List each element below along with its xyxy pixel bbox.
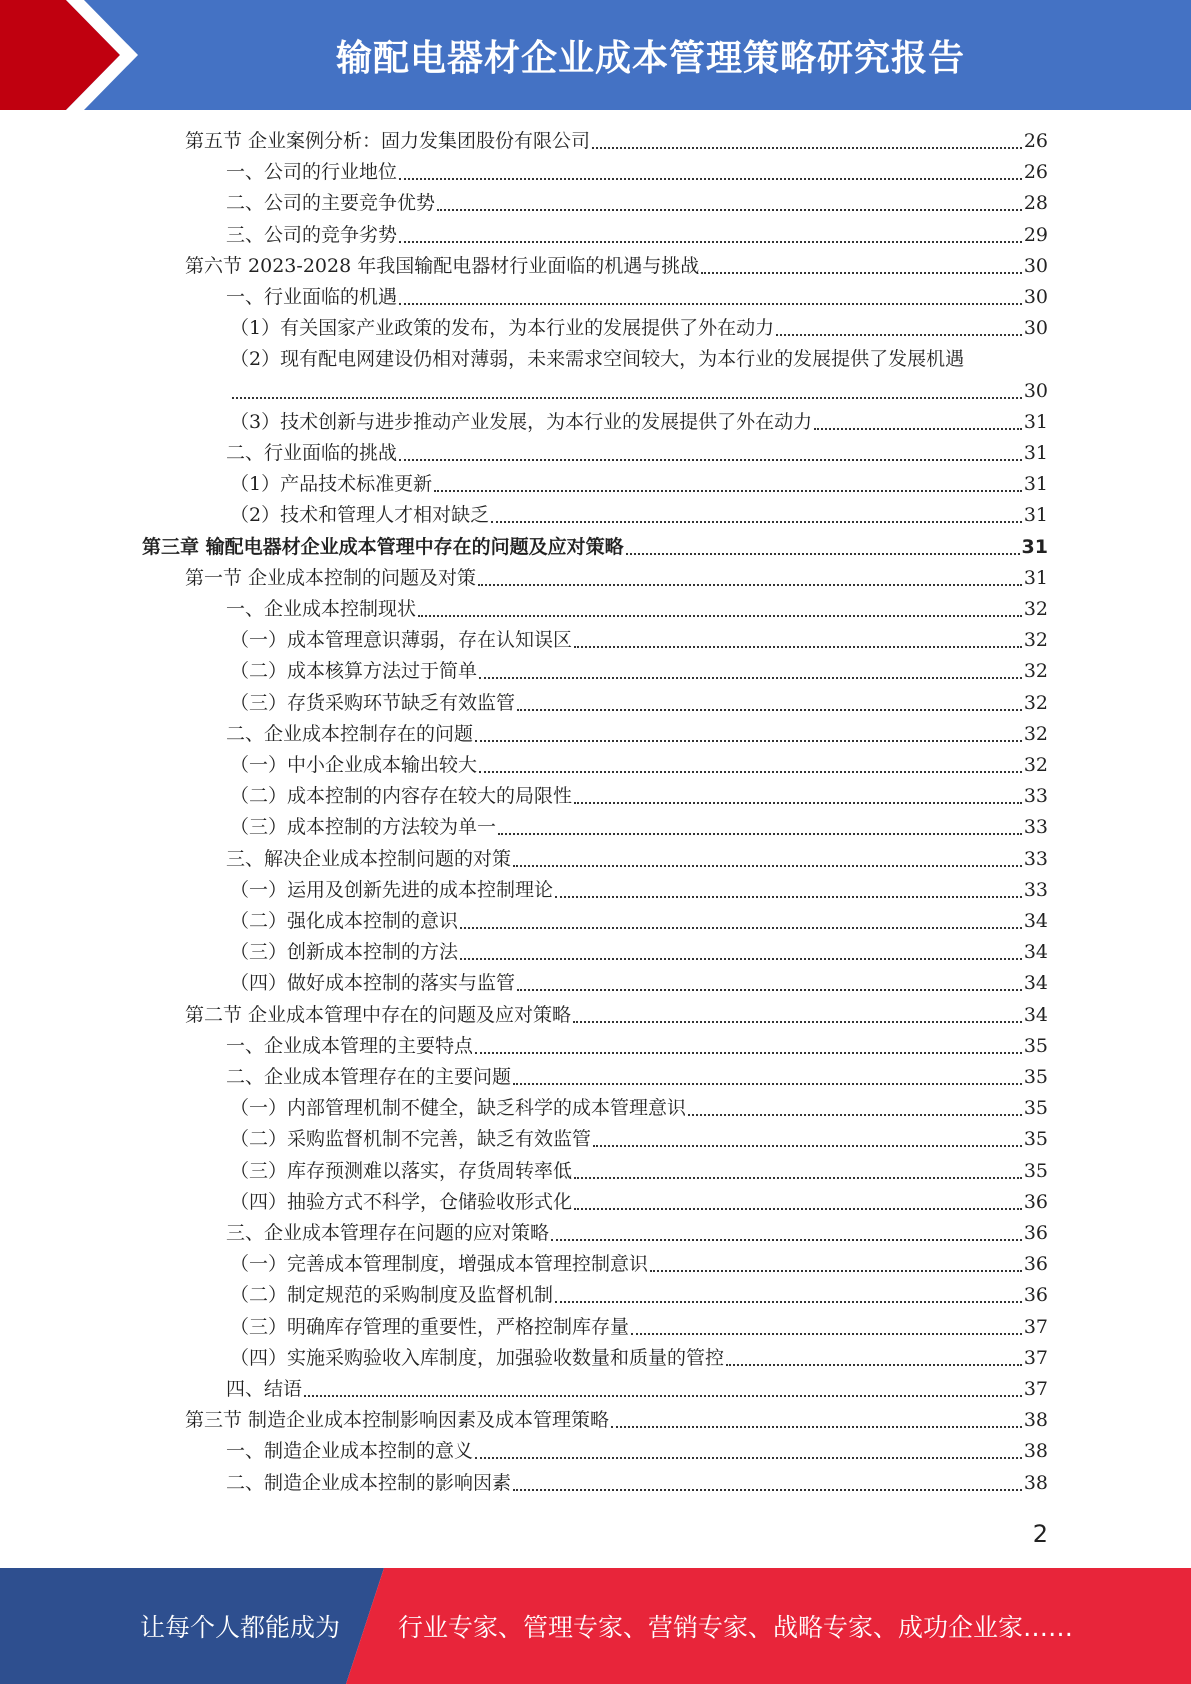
toc-dot-leader: [574, 1177, 1022, 1179]
toc-entry-page: 33: [1023, 816, 1048, 839]
toc-dot-leader: [555, 1301, 1022, 1303]
toc-entry-label: （三）库存预测难以落实，存货周转率低: [230, 1159, 573, 1182]
toc-entry[interactable]: [230, 937, 1048, 968]
footer-slogan-right: 行业专家、管理专家、营销专家、战略专家、成功企业家……: [398, 1613, 1074, 1642]
toc-entry-label: （四）抽验方式不科学，仓储验收形式化: [230, 1190, 573, 1213]
toc-entry-label: （二）强化成本控制的意识: [230, 910, 459, 932]
toc-entry[interactable]: [185, 563, 1048, 594]
toc-dot-leader: [650, 1270, 1022, 1272]
toc-entry[interactable]: [230, 688, 1048, 719]
toc-dot-leader: [304, 1395, 1022, 1397]
toc-dot-leader: [814, 428, 1022, 430]
toc-entry[interactable]: [230, 469, 1048, 500]
page-footer: [0, 1568, 1191, 1684]
toc-entry-label: （二）制定规范的采购制度及监督机制: [230, 1284, 554, 1307]
toc-entry-label: 第五节 企业案例分析：固力发集团股份有限公司: [185, 130, 591, 152]
page-header: [0, 0, 1191, 110]
toc-dot-leader: [399, 241, 1022, 243]
toc-entry-page: 26: [1023, 161, 1048, 184]
toc-entry-page: 35: [1023, 1128, 1048, 1151]
toc-entry-label: 一、制造企业成本控制的意义: [226, 1440, 474, 1463]
toc-entry-label: 三、解决企业成本控制问题的对策: [226, 847, 512, 870]
toc-entry[interactable]: [226, 1218, 1048, 1249]
toc-dot-leader: [498, 833, 1022, 835]
header-arrow-decoration: [0, 0, 160, 110]
toc-entry-page: 38: [1023, 1440, 1048, 1463]
toc-entry-label: 二、企业成本管理存在的主要问题: [226, 1066, 512, 1088]
toc-entry-label: 四、结语: [226, 1378, 303, 1400]
toc-entry-label: （三）存货采购环节缺乏有效监管: [230, 691, 516, 714]
toc-entry[interactable]: [226, 282, 1048, 313]
toc-dot-leader: [399, 459, 1022, 461]
report-title: 输配电器材企业成本管理策略研究报告: [335, 37, 965, 79]
toc-entry-label: （1）有关国家产业政策的发布，为本行业的发展提供了外在动力: [230, 317, 775, 340]
toc-dot-leader: [513, 1083, 1022, 1085]
toc-dot-leader: [399, 303, 1022, 305]
toc-entry-page: 32: [1023, 629, 1048, 652]
toc-entry[interactable]: [226, 220, 1048, 251]
toc-dot-leader: [479, 771, 1022, 773]
toc-dot-leader: [478, 584, 1022, 586]
toc-entry-page: 37: [1023, 1378, 1048, 1400]
toc-entry[interactable]: [226, 1374, 1048, 1405]
toc-entry-page: 30: [1023, 379, 1048, 402]
toc-entry-page: 35: [1023, 1097, 1048, 1120]
toc-entry-page: 37: [1023, 1315, 1048, 1338]
toc-dot-leader: [399, 178, 1022, 180]
toc-entry-page: 34: [1023, 1003, 1048, 1026]
toc-entry-page: 33: [1023, 847, 1048, 870]
toc-entry-page: 34: [1023, 972, 1048, 995]
toc-dot-leader: [592, 147, 1022, 149]
toc-entry-label: 一、企业成本管理的主要特点: [226, 1034, 474, 1057]
toc-entry[interactable]: [226, 157, 1048, 188]
toc-entry-page: 33: [1023, 785, 1048, 808]
toc-entry[interactable]: [226, 1468, 1048, 1499]
toc-entry-label: 二、制造企业成本控制的影响因素: [226, 1471, 512, 1494]
toc-entry[interactable]: [230, 1124, 1048, 1155]
toc-entry[interactable]: [230, 968, 1048, 999]
toc-entry-label: （一）运用及创新先进的成本控制理论: [230, 878, 554, 901]
toc-entry[interactable]: [226, 1062, 1048, 1093]
toc-entry-page: 34: [1023, 941, 1048, 964]
toc-entry[interactable]: [230, 906, 1048, 937]
toc-entry-page: 32: [1023, 691, 1048, 714]
toc-entry-label: （四）实施采购验收入库制度，加强验收数量和质量的管控: [230, 1346, 725, 1369]
toc-entry-label: （二）成本控制的内容存在较大的局限性: [230, 785, 573, 808]
toc-entry-label: 二、企业成本控制存在的问题: [226, 722, 474, 745]
toc-entry-page: 32: [1023, 660, 1048, 683]
toc-entry-page: 36: [1023, 1222, 1048, 1244]
toc-dot-leader: [573, 1021, 1022, 1023]
toc-entry-label: 第二节 企业成本管理中存在的问题及应对策略: [185, 1003, 572, 1026]
toc-entry[interactable]: [185, 126, 1048, 157]
toc-entry[interactable]: [230, 781, 1048, 812]
toc-entry-page: 29: [1023, 223, 1048, 246]
toc-entry-page: 35: [1023, 1159, 1048, 1182]
toc-dot-leader: [479, 677, 1022, 679]
toc-entry-page: 31: [1023, 566, 1048, 589]
toc-entry-page: 31: [1023, 504, 1048, 527]
toc-entry-label: 一、公司的行业地位: [226, 161, 398, 184]
toc-dot-leader: [517, 989, 1022, 991]
toc-dot-leader: [688, 1114, 1022, 1116]
toc-entry-label: 一、行业面临的机遇: [226, 286, 398, 308]
toc-dot-leader: [460, 927, 1022, 929]
toc-dot-leader: [437, 209, 1022, 211]
toc-entry-page: 32: [1023, 754, 1048, 776]
toc-dot-leader: [513, 1489, 1022, 1491]
toc-entry-page: 30: [1023, 317, 1048, 340]
toc-entry-label: 第三章 输配电器材企业成本管理中存在的问题及应对策略: [142, 535, 624, 558]
toc-entry-label: （三）创新成本控制的方法: [230, 941, 459, 964]
toc-dot-leader: [631, 1333, 1022, 1335]
toc-entry-page: 36: [1023, 1284, 1048, 1307]
toc-entry[interactable]: [230, 344, 1048, 375]
toc-dot-leader: [626, 553, 1020, 555]
toc-entry-label: 三、公司的竞争劣势: [226, 223, 398, 246]
toc-dot-leader: [701, 272, 1022, 274]
toc-entry-label: （一）成本管理意识薄弱，存在认知误区: [230, 629, 573, 652]
toc-entry-page: 26: [1023, 130, 1048, 152]
toc-entry[interactable]: [185, 251, 1048, 282]
toc-entry[interactable]: [230, 500, 1048, 531]
toc-entry[interactable]: [230, 1156, 1048, 1187]
toc-entry[interactable]: [226, 188, 1048, 219]
toc-entry-page: 31: [1023, 442, 1048, 464]
toc-entry-page: 30: [1023, 286, 1048, 308]
toc-entry-page: 31: [1023, 410, 1048, 433]
toc-dot-leader: [726, 1364, 1022, 1366]
toc-dot-leader: [418, 615, 1022, 617]
toc-dot-leader: [475, 1457, 1022, 1459]
toc-entry-page: 36: [1023, 1253, 1048, 1276]
toc-entry[interactable]: [230, 750, 1048, 781]
toc-entry[interactable]: [226, 438, 1048, 469]
toc-entry[interactable]: [230, 812, 1048, 843]
toc-dot-leader: [232, 397, 1022, 399]
toc-entry-page: 33: [1023, 878, 1048, 901]
toc-entry-label: 一、企业成本控制现状: [226, 598, 417, 620]
toc-entry-label: 第一节 企业成本控制的问题及对策: [185, 566, 477, 589]
toc-entry[interactable]: [230, 1093, 1048, 1124]
toc-entry-label: （三）明确库存管理的重要性，严格控制库存量: [230, 1315, 630, 1338]
toc-entry-page: 28: [1023, 192, 1048, 215]
toc-entry[interactable]: [230, 656, 1048, 687]
toc-entry-page: 32: [1023, 722, 1048, 745]
toc-dot-leader: [611, 1426, 1022, 1428]
toc-entry-label: 二、公司的主要竞争优势: [226, 192, 436, 215]
toc-dot-leader: [551, 1239, 1022, 1241]
toc-dot-leader: [776, 334, 1022, 336]
toc-entry[interactable]: [230, 1312, 1048, 1343]
footer-slogan-left: 让每个人都能成为: [140, 1613, 341, 1642]
toc-entry[interactable]: [230, 407, 1048, 438]
toc-entry-label: （2）现有配电网建设仍相对薄弱，未来需求空间较大，为本行业的发展提供了发展机遇: [230, 348, 965, 371]
toc-entry-page: 30: [1023, 254, 1048, 277]
toc-dot-leader: [574, 802, 1022, 804]
toc-entry-label: （二）采购监督机制不完善，缺乏有效监管: [230, 1128, 592, 1151]
toc-entry[interactable]: [226, 844, 1048, 875]
toc-entry-page: 32: [1023, 598, 1048, 620]
toc-entry-label: 第三节 制造企业成本控制影响因素及成本管理策略: [185, 1409, 610, 1432]
toc-entry-page: 36: [1023, 1190, 1048, 1213]
toc-entry-label: （1）产品技术标准更新: [230, 473, 433, 496]
page-number: 2: [1032, 1520, 1048, 1548]
toc-dot-leader: [475, 740, 1022, 742]
toc-entry-label: 第六节 2023-2028 年我国输配电器材行业面临的机遇与挑战: [185, 254, 700, 277]
toc-entry-label: （一）完善成本管理制度，增强成本管理控制意识: [230, 1253, 649, 1276]
toc-entry[interactable]: [226, 594, 1048, 625]
toc-entry-label: （一）内部管理机制不健全，缺乏科学的成本管理意识: [230, 1097, 687, 1120]
toc-entry-label: （四）做好成本控制的落实与监管: [230, 972, 516, 995]
toc-entry-page: 34: [1023, 910, 1048, 932]
toc-dot-leader: [593, 1145, 1022, 1147]
toc-dot-leader: [460, 958, 1022, 960]
toc-entry[interactable]: [226, 1031, 1048, 1062]
toc-entry[interactable]: [230, 313, 1048, 344]
toc-dot-leader: [475, 1052, 1022, 1054]
toc-entry[interactable]: [230, 1343, 1048, 1374]
toc-dot-leader: [491, 521, 1022, 523]
toc-entry-label: （一）中小企业成本输出较大: [230, 754, 478, 776]
toc-entry-page: 37: [1023, 1346, 1048, 1369]
toc-entry-label: （二）成本核算方法过于简单: [230, 660, 478, 683]
toc-entry-label: 二、行业面临的挑战: [226, 442, 398, 464]
toc-entry-page: 31: [1023, 473, 1048, 496]
toc-dot-leader: [513, 865, 1022, 867]
toc-entry[interactable]: [230, 1280, 1048, 1311]
toc-entry-page: 38: [1023, 1409, 1048, 1432]
toc-entry[interactable]: [185, 1405, 1048, 1436]
toc-entry-label: （2）技术和管理人才相对缺乏: [230, 504, 490, 527]
toc-entry-page: 35: [1023, 1034, 1048, 1057]
toc-dot-leader: [574, 1208, 1022, 1210]
toc-entry[interactable]: [226, 1436, 1048, 1467]
toc-entry[interactable]: [226, 719, 1048, 750]
toc-entry-page: 35: [1023, 1066, 1048, 1088]
toc-entry-page: 38: [1023, 1471, 1048, 1494]
toc-dot-leader: [574, 646, 1022, 648]
toc-entry-label: 三、企业成本管理存在问题的应对策略: [226, 1222, 550, 1244]
toc-dot-leader: [555, 896, 1022, 898]
toc-entry[interactable]: [142, 532, 1048, 563]
toc-entry[interactable]: [230, 376, 1048, 407]
toc-entry-label: （三）成本控制的方法较为单一: [230, 816, 497, 839]
toc-entry-page: 31: [1021, 535, 1048, 558]
toc-dot-leader: [434, 490, 1022, 492]
toc-dot-leader: [517, 709, 1022, 711]
toc-entry[interactable]: [230, 1187, 1048, 1218]
toc-entry[interactable]: [230, 875, 1048, 906]
toc-entry[interactable]: [185, 1000, 1048, 1031]
toc-entry[interactable]: [230, 625, 1048, 656]
toc-entry[interactable]: [230, 1249, 1048, 1280]
toc-entry-label: （3）技术创新与进步推动产业发展，为本行业的发展提供了外在动力: [230, 410, 813, 433]
